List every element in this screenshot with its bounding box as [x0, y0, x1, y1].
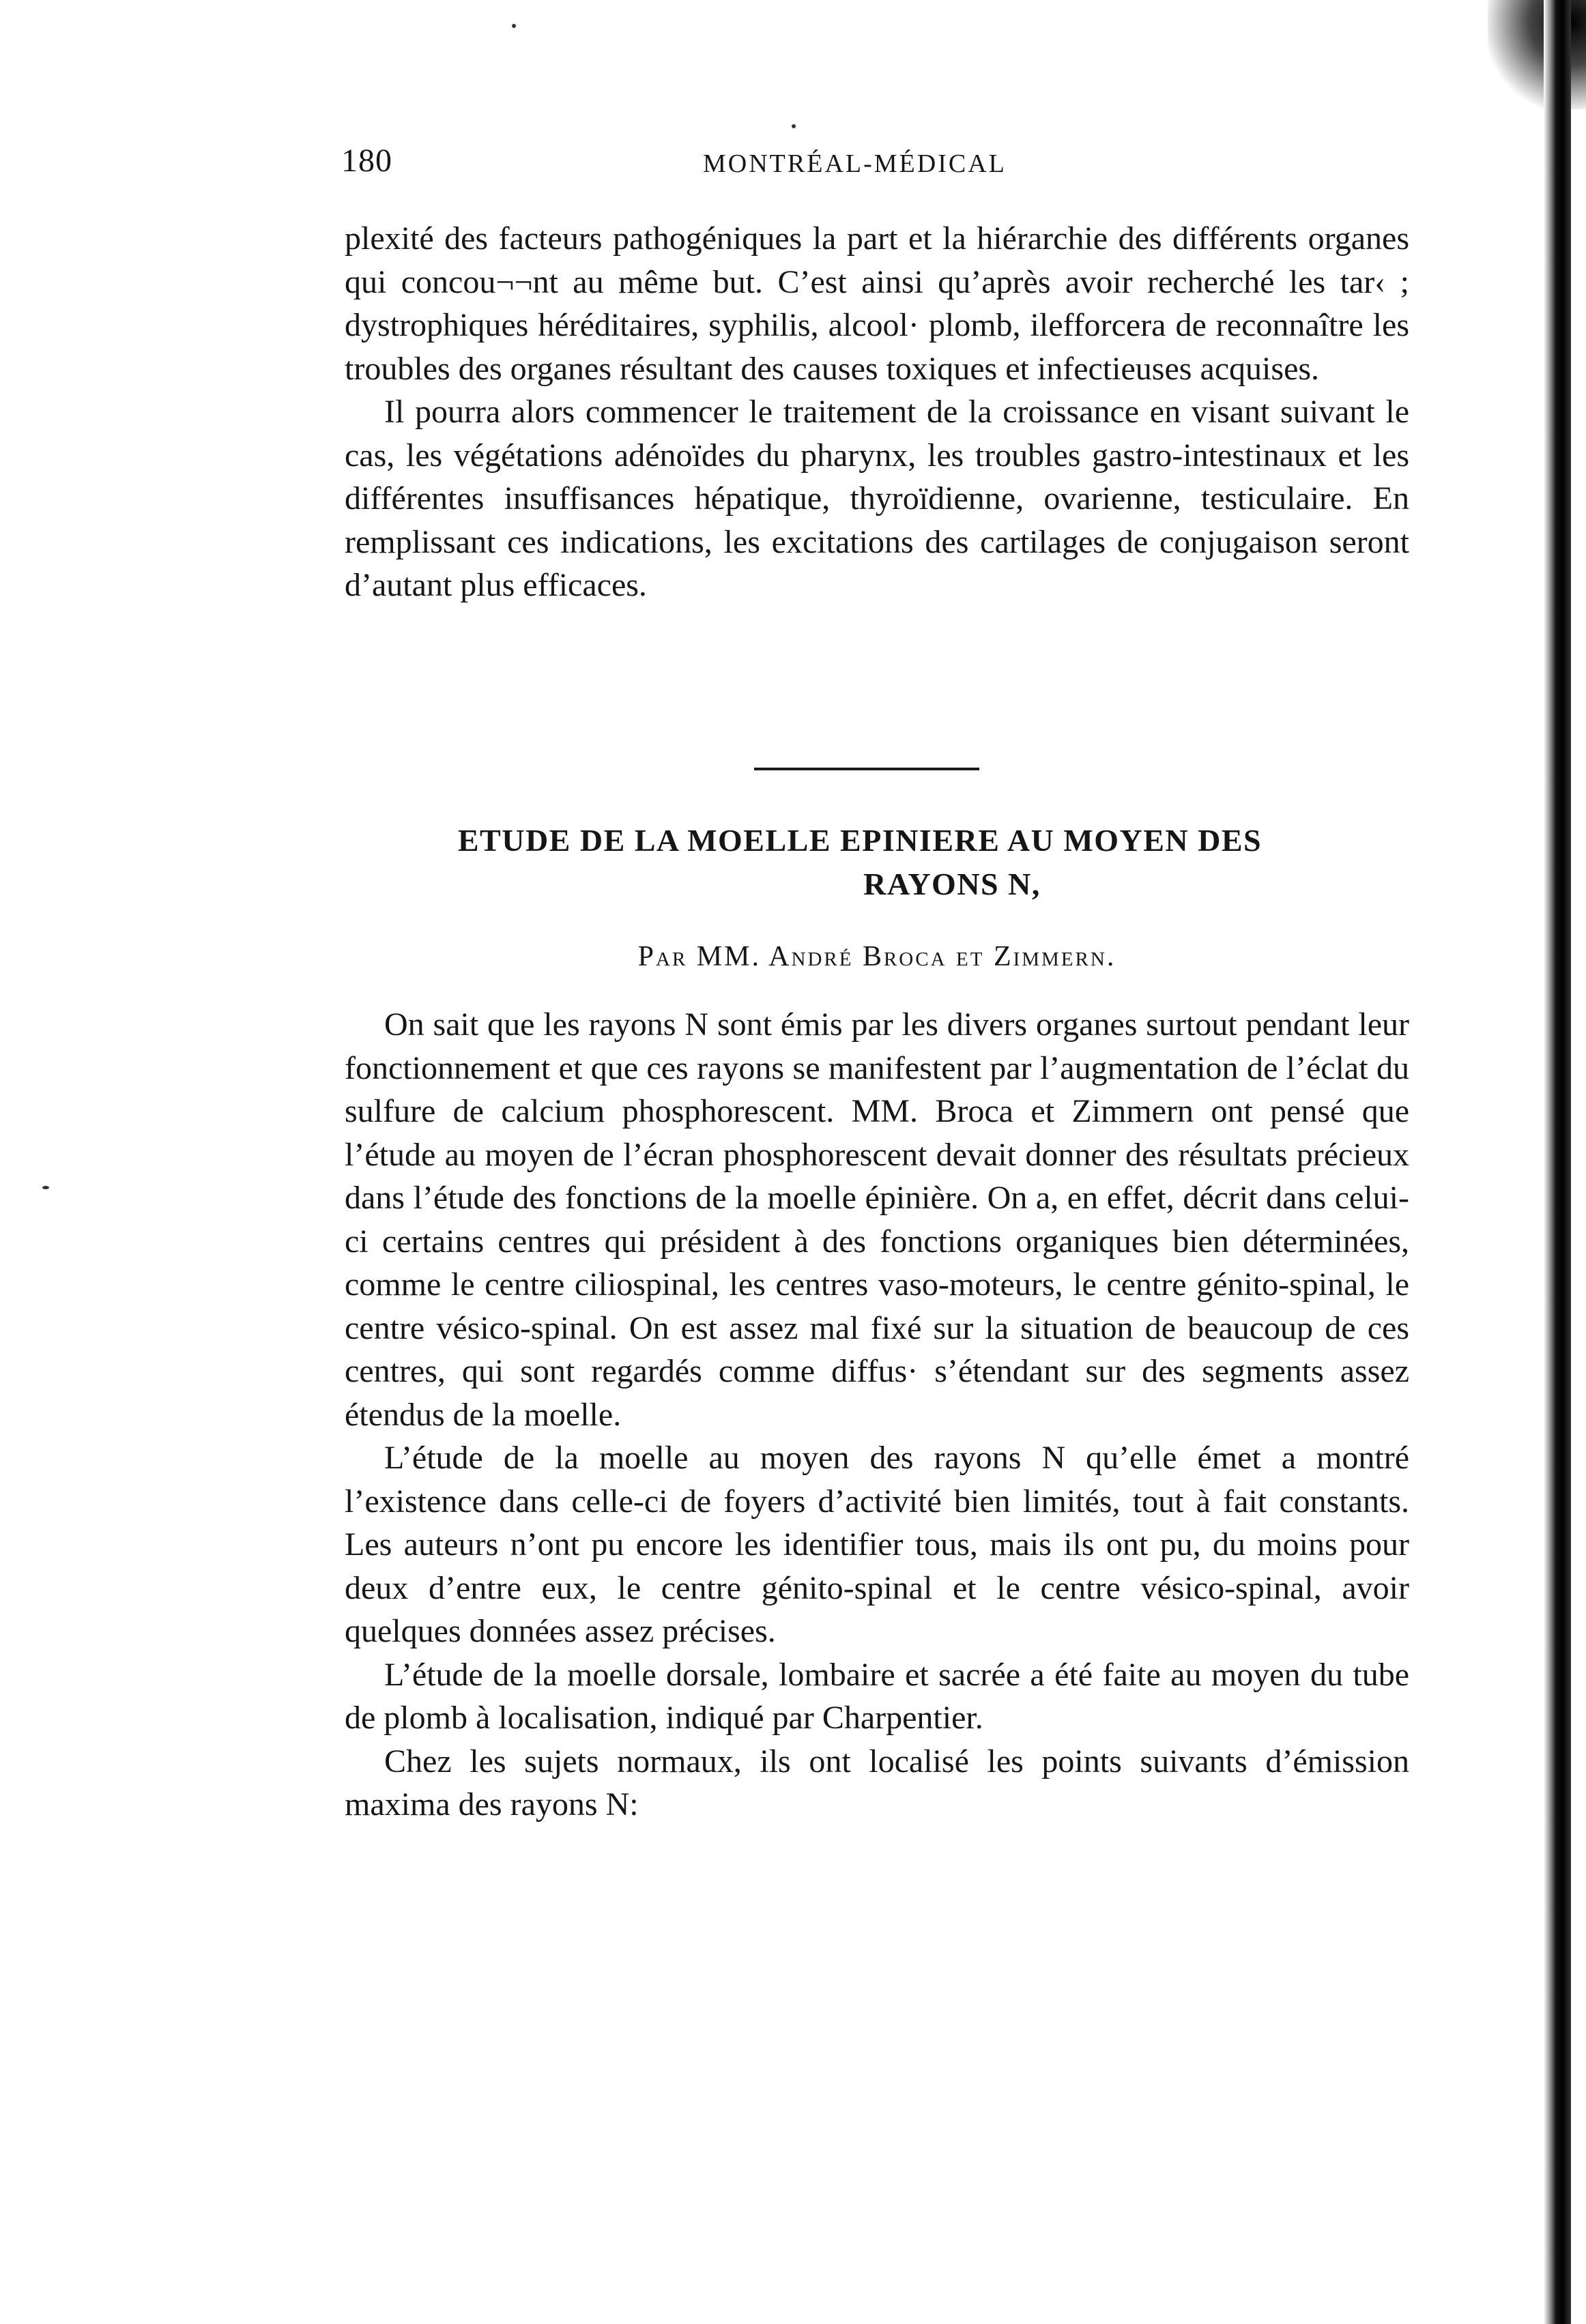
scan-speck: [42, 1186, 49, 1189]
article-body: [345, 1003, 1409, 1827]
running-title: MONTRÉAL-MÉDICAL: [703, 149, 1007, 178]
article-paragraph-1: On sait que les rayons N sont émis par les divers organes surtout pendant leur fonctionnement et que ces rayons se manifestent par l’augmentation de l’éclat du sulfure de calcium phosphorescent. MM. Broca et Zimmern ont pensé que l’étude au moyen de l’écran phosphorescent devait donner des résultats précieux dans l’étude des fonctions de la moelle épinière. On a, en effet, décrit dans celui-ci certains centres qui président à des fonctions organiques bien déterminées, comme le centre ciliospinal, les centres vaso-moteurs, le centre génito-spinal, le centre vésico-spinal. On est assez mal fixé sur la situation de beaucoup de ces centres, qui sont regardés comme diffus· s’étendant sur des segments assez étendus de la moelle.: [345, 1006, 1409, 1433]
article-byline: Par MM. André Broca et Zimmern.: [637, 941, 1116, 972]
scan-edge-shadow-top: [1488, 0, 1586, 109]
scan-speck: [512, 24, 516, 28]
intro-paragraph-2: Il pourra alors commencer le traitement de la croissance en visant suivant le cas, les végétations adénoïdes du pharynx, les troubles gastro-intestinaux et les différentes insuffisances hépatique, thyroïdienne, ovarienne, testiculaire. En remplissant ces indications, les excitations des cartilages de conjugaison seront d’autant plus efficaces.: [345, 394, 1409, 603]
section-divider: [754, 768, 979, 770]
scan-speck: [792, 124, 796, 128]
page-header: [341, 142, 1392, 190]
article-title: [403, 819, 1317, 906]
intro-paragraph-1: plexité des facteurs pathogéniques la part et la hiérarchie des différents organes qui concou¬¬nt au même but. C’est ainsi qu’après avoir recherché les tar‹ ; dystrophiques héréditaires, syphilis, alcool· plomb, ilefforcera de reconnaître les troubles des organes résultant des causes toxiques et infectieuses acquises.: [345, 220, 1409, 387]
scan-edge-shadow: [1544, 0, 1571, 2324]
intro-text: [345, 217, 1409, 607]
article-paragraph-4: Chez les sujets normaux, ils ont localisé les points suivants d’émission maxima des rayons N:: [345, 1743, 1409, 1822]
article-paragraph-3: L’étude de la moelle dorsale, lombaire et sacrée a été faite au moyen du tube de plomb à localisation, indiqué par Charpentier.: [345, 1656, 1409, 1736]
page-number: 180: [341, 143, 392, 179]
article-paragraph-2: L’étude de la moelle au moyen des rayons N qu’elle émet a montré l’existence dans celle-ci de foyers d’activité bien limités, tout à fait constants. Les auteurs n’ont pu encore les identifier tous, mais ils ont pu, du moins pour deux d’entre eux, le centre génito-spinal et le centre vésico-spinal, avoir quelques données assez précises.: [345, 1440, 1409, 1649]
article-title-line-2: RAYONS N,: [863, 867, 1041, 901]
article-title-line-1: ETUDE DE LA MOELLE EPINIERE AU MOYEN DES: [457, 823, 1263, 858]
